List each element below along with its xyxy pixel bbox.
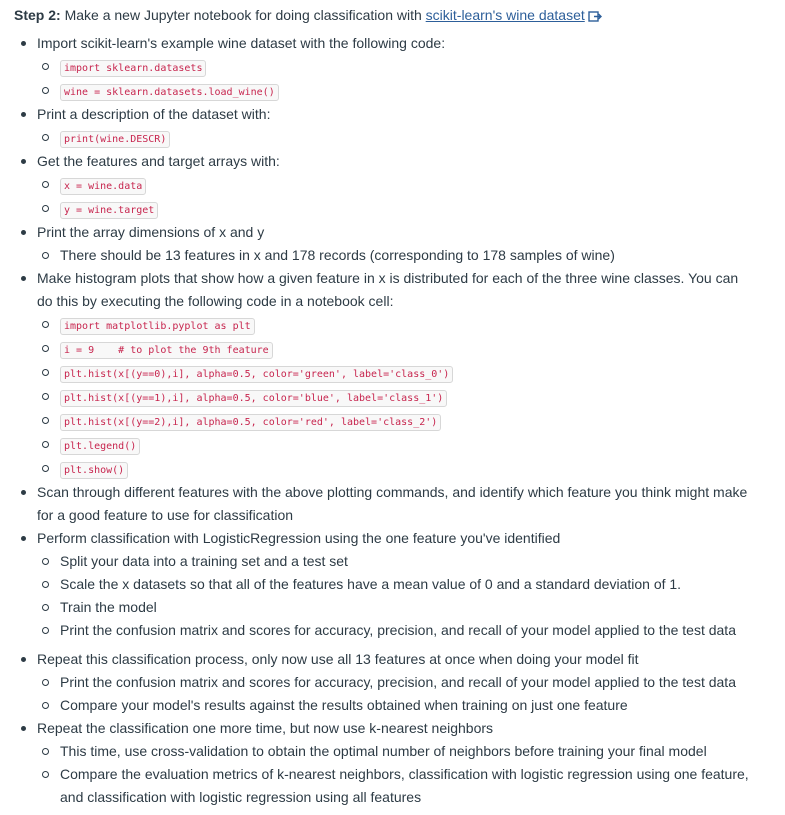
item-text: Scan through different features with the above plotting commands, and identify which feature you think might make (37, 484, 748, 500)
code-item (37, 79, 785, 103)
list-item (14, 481, 785, 527)
code-item (37, 173, 785, 197)
item-text: do this by executing the following code in a notebook cell: (37, 293, 394, 309)
code-item (37, 433, 785, 457)
wine-dataset-link[interactable]: scikit-learn's wine dataset (425, 7, 585, 23)
list-item (14, 648, 785, 717)
code-item (37, 126, 785, 150)
code-snippet: plt.show() (60, 462, 128, 479)
sub-item: Print the confusion matrix and scores for accuracy, precision, and recall of your model applied to the test data (37, 619, 785, 642)
sub-item-text: Compare the evaluation metrics of k-nearest neighbors, classification with logistic regression using one feature, (60, 766, 749, 782)
item-text: Import scikit-learn's example wine dataset with the following code: (37, 35, 446, 51)
item-text: Get the features and target arrays with: (37, 153, 280, 169)
external-link-icon[interactable] (588, 8, 603, 28)
sub-item: Scale the x datasets so that all of the features have a mean value of 0 and a standard deviation of 1. (37, 573, 785, 596)
code-snippet: import matplotlib.pyplot as plt (60, 318, 255, 335)
sub-item: There should be 13 features in x and 178 records (corresponding to 178 samples of wine) (37, 244, 785, 267)
code-item (37, 385, 785, 409)
step-heading (14, 5, 785, 28)
item-text: for a good feature to use for classification (37, 507, 294, 523)
list-item (14, 32, 785, 103)
sub-item-text: and classification with logistic regression using all features (60, 789, 422, 805)
code-snippet: i = 9 # to plot the 9th feature (60, 342, 273, 359)
item-text: Print a description of the dataset with: (37, 106, 271, 122)
code-item (37, 313, 785, 337)
code-snippet: x = wine.data (60, 178, 146, 195)
item-text: Repeat the classification one more time, but now use k-nearest neighbors (37, 720, 494, 736)
list-item (14, 221, 785, 267)
sub-item: Train the model (37, 596, 785, 619)
list-item (14, 150, 785, 221)
code-item (37, 337, 785, 361)
item-text: Print the array dimensions of x and y (37, 224, 265, 240)
sub-item: Split your data into a training set and a test set (37, 550, 785, 573)
code-item (37, 409, 785, 433)
list-item (14, 103, 785, 150)
sub-item (37, 763, 785, 809)
code-item (37, 361, 785, 385)
sub-item: Compare your model's results against the results obtained when training on just one feature (37, 694, 785, 717)
code-snippet: y = wine.target (60, 202, 158, 219)
item-text: Perform classification with LogisticRegression using the one feature you've identified (37, 530, 561, 546)
code-snippet: plt.legend() (60, 438, 140, 455)
code-item (37, 55, 785, 79)
code-snippet: plt.hist(x[(y==2),i], alpha=0.5, color='red', label='class_2') (60, 414, 441, 431)
item-text: Repeat this classification process, only now use all 13 features at once when doing your model fit (37, 651, 639, 667)
list-item (14, 527, 785, 642)
step-text: Make a new Jupyter notebook for doing classification with (64, 7, 422, 23)
list-item (14, 267, 785, 481)
list-item (14, 717, 785, 809)
step-label: Step 2: (14, 7, 61, 23)
code-item (37, 457, 785, 481)
code-item (37, 197, 785, 221)
sub-item: Print the confusion matrix and scores for accuracy, precision, and recall of your model applied to the test data (37, 671, 785, 694)
code-snippet: plt.hist(x[(y==0),i], alpha=0.5, color='green', label='class_0') (60, 366, 453, 383)
code-snippet: import sklearn.datasets (60, 60, 206, 77)
code-snippet: print(wine.DESCR) (60, 131, 170, 148)
sub-item: This time, use cross-validation to obtain the optimal number of neighbors before training your final model (37, 740, 785, 763)
code-snippet: wine = sklearn.datasets.load_wine() (60, 84, 279, 101)
item-text: Make histogram plots that show how a given feature in x is distributed for each of the three wine classes. You can (37, 270, 739, 286)
instruction-list (14, 32, 785, 809)
code-snippet: plt.hist(x[(y==1),i], alpha=0.5, color='blue', label='class_1') (60, 390, 447, 407)
